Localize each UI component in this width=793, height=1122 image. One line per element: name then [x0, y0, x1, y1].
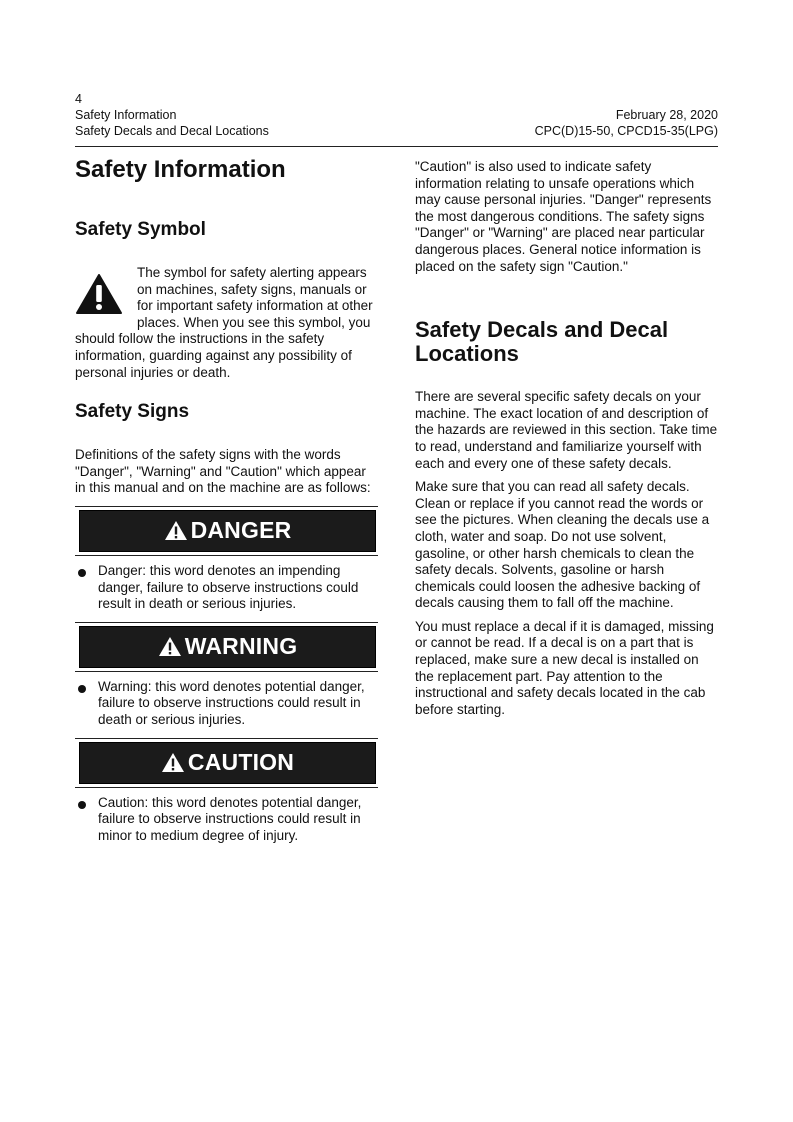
decals-paragraph-1: There are several specific safety decals on your machine. The exact location of and description of the hazards are reviewed in this section. Take time to read, understand and familiarize yourself with each and every one of these safety decals. [415, 389, 718, 471]
decals-paragraph-3: You must replace a decal if it is damaged, missing or cannot be read. If a decal is on a part that is replaced, make sure a new decal is installed on the replacement part. Pay attention to the instructional and safety decals located in the cab before starting. [415, 618, 714, 717]
caution-text: Caution: this word denotes potential danger, failure to observe instructions could result in minor to medium degree of injury. [98, 794, 362, 843]
warning-alert-icon [158, 636, 182, 657]
warning-definition [75, 679, 378, 729]
danger-definition [75, 563, 378, 613]
safety-signs-heading: Safety Signs [75, 401, 190, 423]
safety-symbol-heading: Safety Symbol [75, 219, 206, 240]
caution-sign [79, 742, 376, 784]
danger-label: DANGER [190, 517, 292, 544]
warning-sign-block [75, 622, 378, 672]
warning-text: Warning: this word denotes potential danger, failure to observe instructions could result in death or serious injuries. [98, 678, 365, 727]
safety-signs-intro: Definitions of the safety signs with the words "Danger", "Warning" and "Caution" which appear in this manual and on the machine are as follows: [75, 447, 371, 496]
header-date: February 28, 2020 [615, 108, 718, 122]
left-column [75, 150, 378, 844]
decals-heading: Safety Decals and Decal Locations [415, 317, 669, 367]
danger-sign-block [75, 506, 378, 556]
bullet-dot [78, 569, 86, 577]
danger-sign [79, 510, 376, 552]
header-models: CPC(D)15-50, CPCD15-35(LPG) [534, 124, 718, 138]
bullet-dot [78, 801, 86, 809]
right-column [415, 150, 718, 718]
caution-sign-block [75, 738, 378, 788]
danger-alert-icon [164, 520, 188, 541]
warning-label: WARNING [184, 633, 298, 660]
caution-alert-icon [161, 752, 185, 773]
safety-alert-icon [75, 273, 123, 315]
danger-text: Danger: this word denotes an impending danger, failure to observe instructions could result in death or serious injuries. [98, 562, 359, 612]
header-divider [75, 146, 718, 147]
warning-sign [79, 626, 376, 668]
header-subsection: Safety Decals and Decal Locations [75, 124, 269, 138]
page-header-right [535, 107, 718, 139]
safety-symbol-text: The symbol for safety alerting appears on machines, safety signs, manuals or for important safety information at other places. When you see this symbol, you should follow the instructions in the safety information, guarding against any possibility of personal injuries or death. [75, 265, 373, 380]
decals-paragraph-2: Make sure that you can read all safety decals. Clean or replace if you cannot read the words or see the pictures. When cleaning the decals use a cloth, water and soap. Do not use solvent, gasoline, or other harsh chemicals to clean the safety decals. Solvents, gasoline or harsh chemicals could loosen the adhesive backing of decals causing them to fall off the machine. [415, 479, 710, 611]
bullet-dot [78, 685, 86, 693]
caution-label: CAUTION [187, 749, 295, 775]
page-header-left [75, 91, 269, 139]
header-section: Safety Information [75, 108, 177, 122]
page-title: Safety Information [75, 156, 286, 183]
page-number: 4 [75, 92, 82, 106]
caution-note: "Caution" is also used to indicate safety information relating to unsafe operations which may cause personal injuries. "Danger" represents the most dangerous conditions. The safety signs "Danger" or "Warning" are placed near particular dangerous places. General notice information is placed on the safety sign "Caution." [415, 159, 712, 274]
caution-definition [75, 795, 378, 845]
safety-symbol-section [75, 265, 378, 381]
